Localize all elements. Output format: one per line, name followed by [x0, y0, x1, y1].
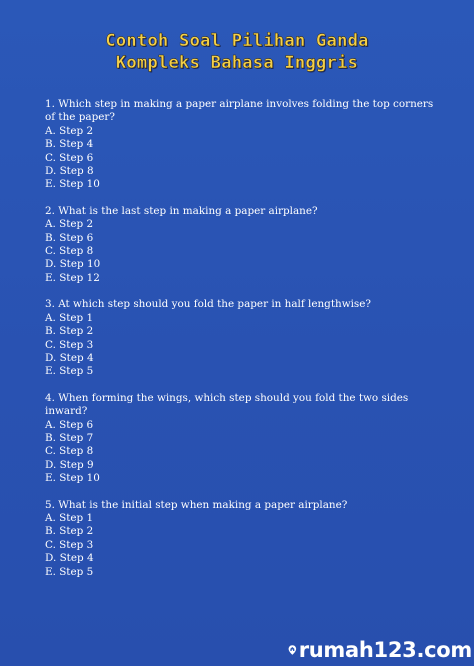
- option-b: B. Step 6: [45, 231, 94, 244]
- page-title-line-2: Kompleks Bahasa Inggris: [115, 53, 359, 73]
- option-c: C. Step 8: [45, 245, 94, 258]
- option-c: C. Step 8: [45, 445, 94, 458]
- option-e: E. Step 5: [45, 365, 94, 378]
- option-d: D. Step 9: [45, 458, 94, 471]
- option-b: B. Step 7: [45, 431, 94, 444]
- option-d: D. Step 10: [45, 258, 101, 271]
- option-d: D. Step 8: [45, 165, 94, 178]
- question-list: [45, 98, 440, 592]
- option-e: E. Step 10: [45, 178, 100, 191]
- question-5: [45, 499, 440, 579]
- brand-name: rumah123.com: [298, 638, 472, 662]
- option-c: C. Step 3: [45, 338, 94, 351]
- location-pin-house-icon: [288, 637, 297, 663]
- option-a: A. Step 2: [45, 218, 94, 231]
- page-title-line-1: Contoh Soal Pilihan Ganda: [105, 31, 369, 51]
- option-b: B. Step 2: [45, 525, 94, 538]
- option-a: A. Step 6: [45, 418, 94, 431]
- option-b: B. Step 2: [45, 325, 94, 338]
- option-e: E. Step 10: [45, 472, 100, 485]
- option-d: D. Step 4: [45, 351, 94, 364]
- question-text: 2. What is the last step in making a paper airplane?: [45, 204, 318, 217]
- option-a: A. Step 1: [45, 511, 94, 524]
- question-2: [45, 205, 440, 285]
- question-4: [45, 392, 440, 486]
- question-text: 1. Which step in making a paper airplane involves folding the top corners of the paper?: [45, 98, 434, 124]
- question-3: [45, 298, 440, 378]
- option-d: D. Step 4: [45, 552, 94, 565]
- option-c: C. Step 6: [45, 151, 94, 164]
- question-text: 4. When forming the wings, which step should you fold the two sides inward?: [45, 391, 409, 418]
- option-e: E. Step 5: [45, 565, 94, 578]
- question-text: 3. At which step should you fold the paper in half lengthwise?: [45, 298, 371, 311]
- question-text: 5. What is the initial step when making a paper airplane?: [45, 498, 348, 511]
- question-1: [45, 98, 440, 192]
- option-c: C. Step 3: [45, 538, 94, 551]
- option-a: A. Step 1: [45, 311, 94, 324]
- option-b: B. Step 4: [45, 138, 94, 151]
- option-e: E. Step 12: [45, 271, 100, 284]
- option-a: A. Step 2: [45, 124, 94, 137]
- brand-logo: [288, 635, 472, 665]
